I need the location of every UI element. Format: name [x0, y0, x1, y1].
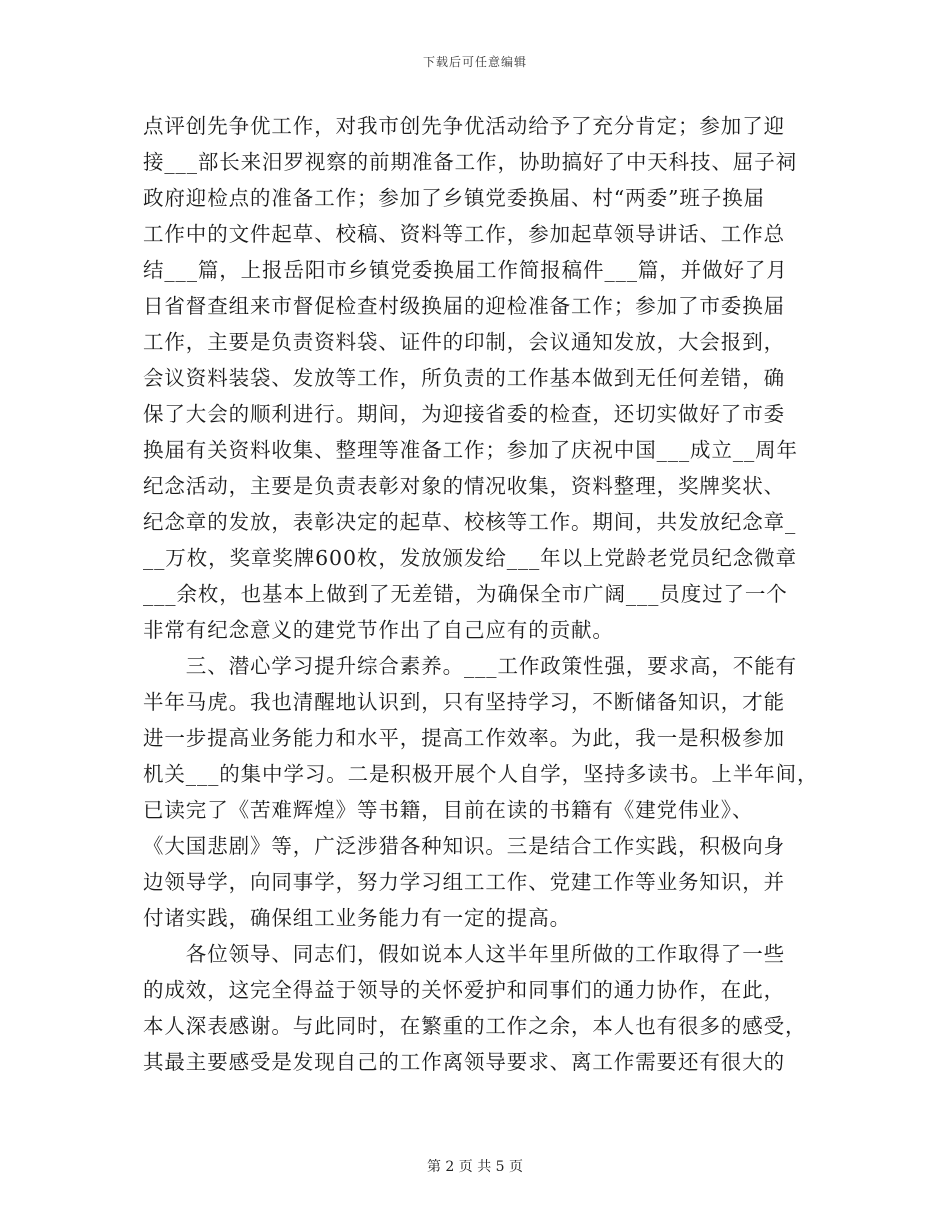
body-line: 三、潜心学习提升综合素养。___工作政策性强，要求高，不能有	[143, 654, 798, 678]
page-number: 第 2 页 共 5 页	[426, 1159, 524, 1175]
body-line: 点评创先争优工作，对我市创先争优活动给予了充分肯定；参加了迎	[143, 114, 785, 138]
body-line: 进一步提高业务能力和水平，提高工作效率。为此，我一是积极参加	[143, 726, 785, 750]
body-line: 政府迎检点的准备工作；参加了乡镇党委换届、村“两委”班子换届	[143, 186, 765, 210]
body-line: 纪念活动，主要是负责表彰对象的情况收集，资料整理，奖牌奖状、	[143, 474, 785, 498]
body-line: 其最主要感受是发现自己的工作离领导要求、离工作需要还有很大的	[143, 1050, 785, 1074]
body-line: 非常有纪念意义的建党节作出了自己应有的贡献。	[143, 618, 614, 642]
body-line: 保了大会的顺利进行。期间，为迎接省委的检查，还切实做好了市委	[143, 402, 785, 426]
body-line: ___余枚，也基本上做到了无差错，为确保全市广阔___员度过了一个	[143, 582, 788, 606]
body-line: 换届有关资料收集、整理等准备工作；参加了庆祝中国___成立__周年	[143, 438, 798, 462]
body-line: 纪念章的发放，表彰决定的起草、校核等工作。期间，共发放纪念章_	[143, 510, 797, 534]
document-body	[143, 108, 819, 1080]
body-line: 会议资料装袋、发放等工作，所负责的工作基本做到无任何差错，确	[143, 366, 785, 390]
body-line: 本人深表感谢。与此同时，在繁重的工作之余，本人也有很多的感受，	[143, 1014, 807, 1038]
body-line: 接___部长来汨罗视察的前期准备工作，协助搞好了中天科技、屈子祠	[143, 150, 798, 174]
body-line: 已读完了《苦难辉煌》等书籍，目前在读的书籍有《建党伟业》、	[143, 798, 754, 822]
body-line: 机关___的集中学习。二是积极开展个人自学，坚持多读书。上半年间，	[143, 762, 819, 786]
body-line: 工作，主要是负责资料袋、证件的印制，会议通知发放，大会报到，	[143, 330, 785, 354]
body-line: 各位领导、同志们，假如说本人这半年里所做的工作取得了一些	[143, 942, 785, 966]
body-line: 《大国悲剧》等，广泛涉猎各种知识。三是结合工作实践，积极向身	[143, 834, 785, 858]
body-line: 半年马虎。我也清醒地认识到，只有坚持学习，不断储备知识，才能	[143, 690, 785, 714]
body-line: 的成效，这完全得益于领导的关怀爱护和同事们的通力协作，在此，	[143, 978, 785, 1002]
body-line: 付诸实践，确保组工业务能力有一定的提高。	[143, 906, 571, 930]
body-line: 边领导学，向同事学，努力学习组工工作、党建工作等业务知识，并	[143, 870, 785, 894]
body-line: __万枚，奖章奖牌600枚，发放颁发给___年以上党龄老党员纪念微章	[143, 546, 797, 570]
body-line: 工作中的文件起草、校稿、资料等工作，参加起草领导讲话、工作总	[143, 222, 785, 246]
body-line: 结___篇，上报岳阳市乡镇党委换届工作简报稿件___篇，并做好了月	[143, 258, 788, 282]
page-header: 下载后可任意编辑	[422, 55, 527, 69]
body-line: 日省督查组来市督促检查村级换届的迎检准备工作；参加了市委换届	[143, 294, 785, 318]
